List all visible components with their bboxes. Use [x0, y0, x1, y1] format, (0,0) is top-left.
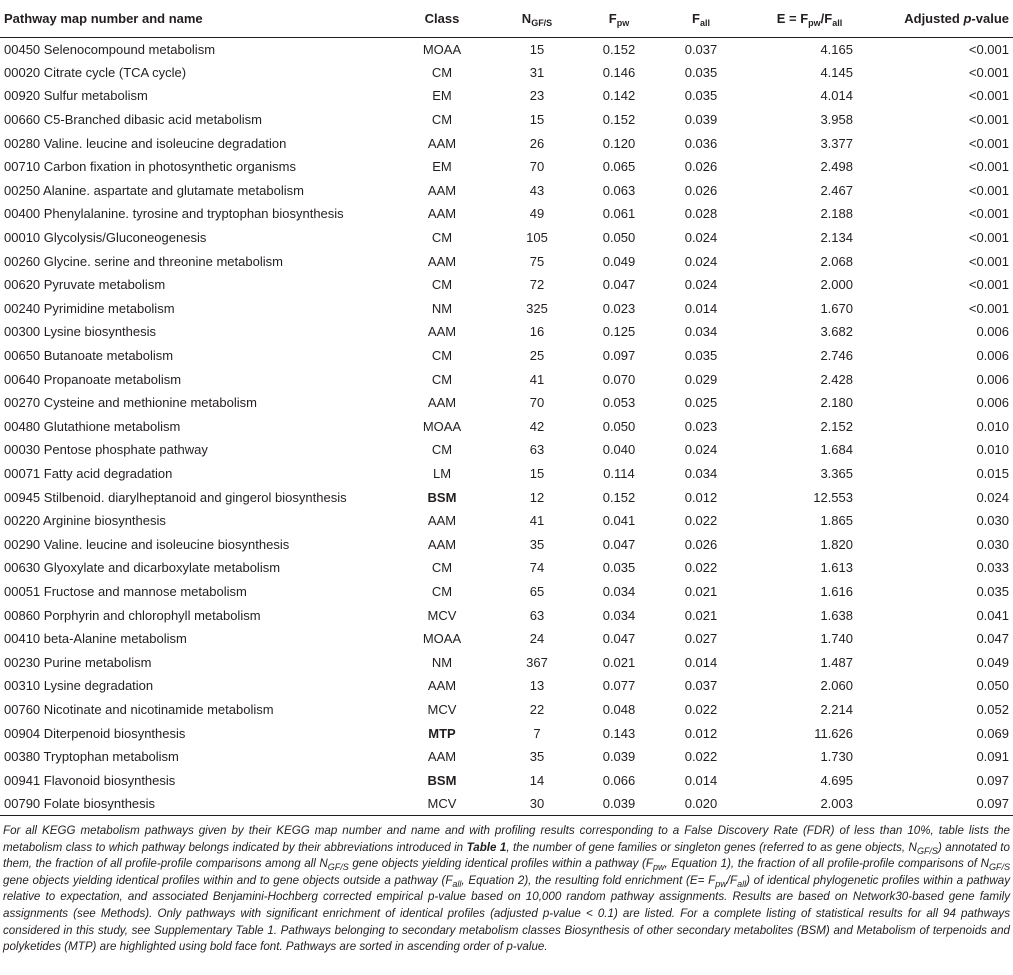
ngfs-cell: 26: [529, 135, 545, 151]
adjusted-p-cell: 0.006: [976, 324, 1009, 340]
adjusted-p-cell: 0.097: [976, 772, 1009, 788]
table-row: [0, 61, 1013, 85]
pathway-name-cell: 00945 Stilbenoid. diarylheptanoid and gingerol biosynthesis: [4, 489, 347, 505]
pathway-name-cell: 00790 Folate biosynthesis: [0, 792, 388, 816]
class-cell: AAM: [427, 678, 457, 694]
table-row: [0, 627, 1013, 651]
class-cell: AAM: [427, 206, 457, 222]
pathway-name-cell: 00660 C5-Branched dibasic acid metabolism: [4, 112, 262, 128]
fpw-cell: 0.023: [602, 300, 636, 316]
fall-cell: 0.035: [684, 348, 718, 364]
table-row: [0, 249, 1013, 273]
fall-cell: 0.014: [684, 654, 718, 670]
enrichment-cell: 3.682: [820, 324, 853, 340]
fall-cell: 0.039: [684, 112, 718, 128]
adjusted-p-cell: 0.010: [976, 442, 1009, 458]
adjusted-p-cell: <0.001: [968, 230, 1009, 246]
table-row: [0, 462, 1013, 486]
fall-cell: 0.020: [660, 792, 742, 816]
pathway-name-cell: 00380 Tryptophan metabolism: [4, 749, 179, 765]
fall-cell: 0.023: [684, 418, 718, 434]
pathway-name-cell: 00071 Fatty acid degradation: [4, 465, 173, 481]
enrichment-cell: 12.553: [813, 489, 853, 505]
adjusted-p-cell: 0.050: [976, 678, 1009, 694]
pathway-name-cell: 00030 Pentose phosphate pathway: [4, 442, 208, 458]
table-row: [0, 391, 1013, 415]
ngfs-cell: 367: [526, 654, 548, 670]
ngfs-cell: 12: [529, 489, 545, 505]
pathway-name-cell: 00310 Lysine degradation: [4, 678, 154, 694]
ngfs-cell: 13: [529, 678, 545, 694]
ngfs-cell: 49: [529, 206, 545, 222]
pathway-name-cell: 00904 Diterpenoid biosynthesis: [4, 725, 186, 741]
ngfs-cell: 75: [529, 253, 545, 269]
fpw-cell: 0.041: [602, 513, 636, 529]
adjusted-p-cell: <0.001: [968, 64, 1009, 80]
fpw-cell: 0.047: [602, 631, 636, 647]
class-cell: CM: [431, 371, 453, 387]
fall-cell: 0.037: [684, 41, 718, 57]
adjusted-p-cell: <0.001: [968, 206, 1009, 222]
ngfs-cell: 25: [529, 348, 545, 364]
enrichment-cell: 2.060: [820, 678, 853, 694]
fall-cell: 0.034: [684, 324, 718, 340]
table-row: [0, 509, 1013, 533]
table-row: [0, 108, 1013, 132]
enrichment-cell: 2.180: [820, 395, 853, 411]
fpw-cell: 0.035: [602, 560, 636, 576]
pathway-name-cell: 00640 Propanoate metabolism: [4, 371, 182, 387]
fpw-cell: 0.034: [602, 607, 636, 623]
fpw-cell: 0.077: [602, 678, 636, 694]
enrichment-cell: 1.670: [820, 300, 853, 316]
class-cell: NM: [431, 300, 453, 316]
fpw-cell: 0.114: [603, 465, 635, 481]
ngfs-cell: 15: [529, 112, 545, 128]
ngfs-cell: 63: [529, 607, 545, 623]
fall-cell: 0.026: [684, 536, 718, 552]
ngfs-cell: 35: [529, 536, 545, 552]
class-cell: MOAA: [422, 631, 462, 647]
ngfs-cell: 42: [529, 418, 545, 434]
ngfs-cell: 35: [529, 749, 545, 765]
pathway-name-cell: 00240 Pyrimidine metabolism: [4, 300, 175, 316]
fall-cell: 0.012: [684, 725, 718, 741]
fall-cell: 0.036: [684, 135, 718, 151]
enrichment-cell: 2.214: [820, 701, 853, 717]
ngfs-cell: 31: [529, 64, 545, 80]
table-caption: For all KEGG metabolism pathways given by their KEGG map number and name and with profiling results corresponding to a False Discovery Rate (FDR) of less than 10%, table lists the metabolism class to which pathway belongs indicated by their abbreviations introduced in Table 1, the number of gene families or singleton genes (referred to as gene objects, $N_{GF/S}$) annotated to them, the fraction of all profile-profile comparisons among all $N_{GF/S}$ gene objects yielding identical profiles within a pathway ($F_{pw}$, Equation 1), the fraction of all profile-profile comparisons of $N_{GF/S}$ gene objects yielding identical profiles within and to gene objects outside a pathway ($F_{all}$, Equation 2), the resulting fold enrichment $(E= F_{pw}/F_{all})$ of identical phylogenetic profiles within a pathway relative to expectation, and associated Benjamini-Hochberg corrected empirical p-value based on 10,000 random pathway assignments. Results are based on Network30-based gene family assignments (see Methods). Only pathways with significant enrichment of identical profiles (adjusted p-value < 0.1) are listed. For a complete listing of statistical results for all 94 pathways considered in this study, see Supplementary Table 1. Pathways belonging to secondary metabolism classes Biosynthesis of other secondary metabolites (BSM) and Metabolism of terpenoids and polyketides (MTP) are highlighted using bold face font. Pathways are sorted in ascending order of p-value.: [3, 824, 1011, 954]
fpw-cell: 0.047: [602, 277, 636, 293]
enrichment-cell: 1.730: [820, 749, 853, 765]
ngfs-cell: 14: [529, 772, 545, 788]
table-row: [0, 792, 1013, 816]
adjusted-p-cell: 0.069: [976, 725, 1009, 741]
fall-cell: 0.026: [684, 159, 718, 175]
table-row: [0, 580, 1013, 604]
fall-cell: 0.022: [684, 749, 718, 765]
table-header: [0, 0, 1013, 37]
fpw-cell: 0.034: [602, 583, 636, 599]
adjusted-p-cell: <0.001: [968, 277, 1009, 293]
adjusted-p-cell: 0.035: [976, 583, 1009, 599]
class-cell: CM: [431, 583, 453, 599]
fpw-cell: 0.049: [602, 253, 636, 269]
table-row: [0, 721, 1013, 745]
pathway-name-cell: 00260 Glycine. serine and threonine metabolism: [4, 253, 283, 269]
adjusted-p-cell: 0.006: [976, 348, 1009, 364]
adjusted-p-cell: 0.006: [976, 371, 1009, 387]
table-row: [0, 438, 1013, 462]
table-row: [0, 226, 1013, 250]
pathway-name-cell: 00250 Alanine. aspartate and glutamate metabolism: [4, 182, 304, 198]
class-cell: CM: [431, 112, 453, 128]
class-cell: MTP: [428, 725, 456, 741]
class-cell: AAM: [427, 513, 457, 529]
class-cell: MCV: [388, 792, 496, 816]
pathway-name-cell: 00480 Glutathione metabolism: [4, 418, 181, 434]
table-row: [0, 745, 1013, 769]
class-cell: CM: [431, 442, 453, 458]
ngfs-cell: 72: [529, 277, 545, 293]
fall-cell: 0.034: [684, 465, 718, 481]
fpw-cell: 0.097: [602, 348, 636, 364]
enrichment-cell: 2.188: [820, 206, 853, 222]
adjusted-p-cell: <0.001: [968, 300, 1009, 316]
ngfs-cell: 41: [529, 513, 545, 529]
fpw-cell: 0.120: [602, 135, 636, 151]
pathway-name-cell: 00400 Phenylalanine. tyrosine and tryptophan biosynthesis: [4, 206, 344, 222]
fall-cell: 0.022: [684, 701, 718, 717]
ngfs-cell: 23: [529, 88, 545, 104]
enrichment-cell: 4.165: [820, 41, 853, 57]
fpw-cell: 0.142: [602, 88, 636, 104]
enrichment-cell: 1.616: [820, 583, 853, 599]
adjusted-p-cell: 0.033: [976, 560, 1009, 576]
enrichment-cell: 3.377: [820, 135, 853, 151]
header-class: Class: [388, 0, 496, 37]
class-cell: MOAA: [422, 41, 462, 57]
fpw-cell: 0.146: [602, 64, 636, 80]
adjusted-p-cell: 0.015: [976, 465, 1009, 481]
pathway-name-cell: 00920 Sulfur metabolism: [4, 88, 148, 104]
pathway-name-cell: 00020 Citrate cycle (TCA cycle): [4, 64, 187, 80]
fall-cell: 0.024: [684, 277, 718, 293]
table-row: [0, 273, 1013, 297]
pathway-name-cell: 00290 Valine. leucine and isoleucine biosynthesis: [4, 536, 290, 552]
header-fall: $F_{all}$: [660, 0, 742, 37]
enrichment-cell: 2.134: [820, 230, 853, 246]
ngfs-cell: 15: [529, 465, 545, 481]
adjusted-p-cell: <0.001: [968, 41, 1009, 57]
class-cell: CM: [431, 64, 453, 80]
pathway-name-cell: 00450 Selenocompound metabolism: [4, 41, 216, 57]
table-row: [0, 650, 1013, 674]
pathway-name-cell: 00270 Cysteine and methionine metabolism: [4, 395, 257, 411]
fpw-cell: 0.050: [602, 418, 636, 434]
enrichment-cell: 3.958: [820, 112, 853, 128]
fall-cell: 0.035: [684, 88, 718, 104]
adjusted-p-cell: 0.052: [976, 701, 1009, 717]
adjusted-p-cell: 0.097: [877, 792, 1013, 816]
fpw-cell: 0.152: [602, 112, 636, 128]
ngfs-cell: 325: [526, 300, 548, 316]
pathway-name-cell: 00941 Flavonoid biosynthesis: [4, 772, 176, 788]
fpw-cell: 0.070: [602, 371, 636, 387]
enrichment-cell: 4.014: [820, 88, 853, 104]
ngfs-cell: 22: [529, 701, 545, 717]
class-cell: LM: [432, 465, 452, 481]
fpw-cell: 0.050: [602, 230, 636, 246]
ngfs-cell: 24: [529, 631, 545, 647]
enrichment-cell: 2.068: [820, 253, 853, 269]
pathway-name-cell: 00650 Butanoate metabolism: [4, 348, 174, 364]
pathway-name-cell: 00630 Glyoxylate and dicarboxylate metabolism: [4, 560, 281, 576]
fall-cell: 0.027: [684, 631, 718, 647]
ngfs-cell: 41: [529, 371, 545, 387]
fpw-cell: 0.152: [602, 489, 636, 505]
header-ngfs: $N_{GF/S}$: [496, 0, 578, 37]
adjusted-p-cell: <0.001: [968, 182, 1009, 198]
ngfs-cell: 105: [526, 230, 548, 246]
enrichment-cell: 1.487: [820, 654, 853, 670]
header-fpw: $F_{pw}$: [578, 0, 660, 37]
fall-cell: 0.035: [684, 64, 718, 80]
pathway-name-cell: 00051 Fructose and mannose metabolism: [4, 583, 247, 599]
fpw-cell: 0.039: [602, 749, 636, 765]
class-cell: AAM: [427, 182, 457, 198]
enrichment-cell: 3.365: [820, 465, 853, 481]
fpw-cell: 0.039: [578, 792, 660, 816]
fall-cell: 0.012: [684, 489, 718, 505]
adjusted-p-cell: 0.049: [976, 654, 1009, 670]
class-cell: AAM: [427, 135, 457, 151]
class-cell: BSM: [427, 772, 457, 788]
adjusted-p-cell: <0.001: [968, 253, 1009, 269]
fall-cell: 0.021: [684, 583, 718, 599]
fpw-cell: 0.143: [602, 725, 636, 741]
ngfs-cell: 65: [529, 583, 545, 599]
fpw-cell: 0.061: [602, 206, 636, 222]
enrichment-cell: 1.740: [820, 631, 853, 647]
fall-cell: 0.025: [684, 395, 718, 411]
pathway-name-cell: 00220 Arginine biosynthesis: [4, 513, 166, 529]
table-row: [0, 37, 1013, 61]
ngfs-cell: 15: [529, 41, 545, 57]
table-row: [0, 674, 1013, 698]
fall-cell: 0.014: [684, 300, 718, 316]
ngfs-cell: 70: [529, 159, 545, 175]
table-row: [0, 84, 1013, 108]
class-cell: BSM: [427, 489, 457, 505]
table-row: [0, 415, 1013, 439]
fall-cell: 0.037: [684, 678, 718, 694]
adjusted-p-cell: 0.010: [976, 418, 1009, 434]
enrichment-cell: 2.467: [820, 182, 853, 198]
fall-cell: 0.014: [684, 772, 718, 788]
enrichment-cell: 2.498: [820, 159, 853, 175]
adjusted-p-cell: <0.001: [968, 88, 1009, 104]
class-cell: NM: [431, 654, 453, 670]
class-cell: AAM: [427, 536, 457, 552]
table-row: [0, 603, 1013, 627]
fpw-cell: 0.066: [602, 772, 636, 788]
fpw-cell: 0.152: [602, 41, 636, 57]
table-row: [0, 202, 1013, 226]
enrichment-cell: 1.613: [820, 560, 853, 576]
class-cell: AAM: [427, 749, 457, 765]
adjusted-p-cell: 0.047: [976, 631, 1009, 647]
class-cell: CM: [431, 230, 453, 246]
header-adjusted-p: Adjusted p-value: [877, 0, 1013, 37]
table-row: [0, 131, 1013, 155]
fpw-cell: 0.040: [602, 442, 636, 458]
fall-cell: 0.028: [684, 206, 718, 222]
fall-cell: 0.024: [684, 442, 718, 458]
pathway-name-cell: 00620 Pyruvate metabolism: [4, 277, 166, 293]
table-row: [0, 768, 1013, 792]
fpw-cell: 0.053: [602, 395, 636, 411]
enrichment-cell: 11.626: [814, 725, 853, 741]
table-row: [0, 297, 1013, 321]
fpw-cell: 0.125: [602, 324, 636, 340]
fall-cell: 0.026: [684, 182, 718, 198]
fpw-cell: 0.065: [602, 159, 636, 175]
fall-cell: 0.029: [684, 371, 718, 387]
class-cell: EM: [432, 88, 452, 104]
class-cell: CM: [431, 348, 453, 364]
table-row: [0, 556, 1013, 580]
adjusted-p-cell: <0.001: [968, 112, 1009, 128]
fall-cell: 0.022: [684, 560, 718, 576]
table-row: [0, 320, 1013, 344]
pathway-name-cell: 00410 beta-Alanine metabolism: [4, 631, 187, 647]
ngfs-cell: 70: [529, 395, 545, 411]
pathway-name-cell: 00710 Carbon fixation in photosynthetic organisms: [4, 159, 296, 175]
enrichment-cell: 1.865: [820, 513, 853, 529]
enrichment-cell: 2.152: [820, 418, 853, 434]
ngfs-cell: 30: [496, 792, 578, 816]
class-cell: AAM: [427, 253, 457, 269]
class-cell: CM: [431, 560, 453, 576]
adjusted-p-cell: 0.091: [976, 749, 1009, 765]
enrichment-cell: 2.003: [742, 792, 877, 816]
fpw-cell: 0.063: [602, 182, 636, 198]
table-row: [0, 179, 1013, 203]
class-cell: MCV: [427, 607, 457, 623]
header-enrichment: $E = F_{pw}/F_{all}$: [742, 0, 877, 37]
adjusted-p-cell: 0.041: [976, 607, 1009, 623]
table-row: [0, 698, 1013, 722]
adjusted-p-cell: 0.006: [976, 395, 1009, 411]
table-row: [0, 532, 1013, 556]
enrichment-cell: 1.684: [820, 442, 853, 458]
enrichment-cell: 2.428: [820, 371, 853, 387]
ngfs-cell: 7: [533, 725, 541, 741]
table-row: [0, 155, 1013, 179]
ngfs-cell: 74: [529, 560, 545, 576]
fall-cell: 0.024: [684, 253, 718, 269]
pathway-name-cell: 00010 Glycolysis/Gluconeogenesis: [4, 230, 207, 246]
ngfs-cell: 16: [529, 324, 545, 340]
header-pathway: Pathway map number and name: [0, 0, 388, 37]
fpw-cell: 0.047: [602, 536, 636, 552]
enrichment-cell: 1.820: [820, 536, 853, 552]
table-row: [0, 485, 1013, 509]
ngfs-cell: 43: [529, 182, 545, 198]
class-cell: MOAA: [422, 418, 462, 434]
adjusted-p-cell: 0.024: [976, 489, 1009, 505]
ngfs-cell: 63: [529, 442, 545, 458]
table-body: [0, 37, 1013, 816]
adjusted-p-cell: 0.030: [976, 536, 1009, 552]
adjusted-p-cell: 0.030: [976, 513, 1009, 529]
table-row: [0, 344, 1013, 368]
pathway-name-cell: 00230 Purine metabolism: [4, 654, 152, 670]
adjusted-p-cell: <0.001: [968, 135, 1009, 151]
class-cell: CM: [431, 277, 453, 293]
pathway-name-cell: 00280 Valine. leucine and isoleucine degradation: [4, 135, 287, 151]
enrichment-cell: 2.746: [820, 348, 853, 364]
pathway-name-cell: 00860 Porphyrin and chlorophyll metabolism: [4, 607, 261, 623]
pathway-name-cell: 00760 Nicotinate and nicotinamide metabolism: [4, 701, 274, 717]
fall-cell: 0.024: [684, 230, 718, 246]
class-cell: MCV: [427, 701, 457, 717]
enrichment-cell: 4.145: [820, 64, 853, 80]
fpw-cell: 0.021: [602, 654, 636, 670]
fall-cell: 0.021: [684, 607, 718, 623]
fall-cell: 0.022: [684, 513, 718, 529]
class-cell: AAM: [427, 324, 457, 340]
class-cell: AAM: [427, 395, 457, 411]
table-row: [0, 367, 1013, 391]
class-cell: EM: [432, 159, 452, 175]
adjusted-p-cell: <0.001: [968, 159, 1009, 175]
enrichment-cell: 1.638: [820, 607, 853, 623]
pathway-name-cell: 00300 Lysine biosynthesis: [4, 324, 157, 340]
enrichment-cell: 2.000: [820, 277, 853, 293]
enrichment-cell: 4.695: [820, 772, 853, 788]
fpw-cell: 0.048: [602, 701, 636, 717]
